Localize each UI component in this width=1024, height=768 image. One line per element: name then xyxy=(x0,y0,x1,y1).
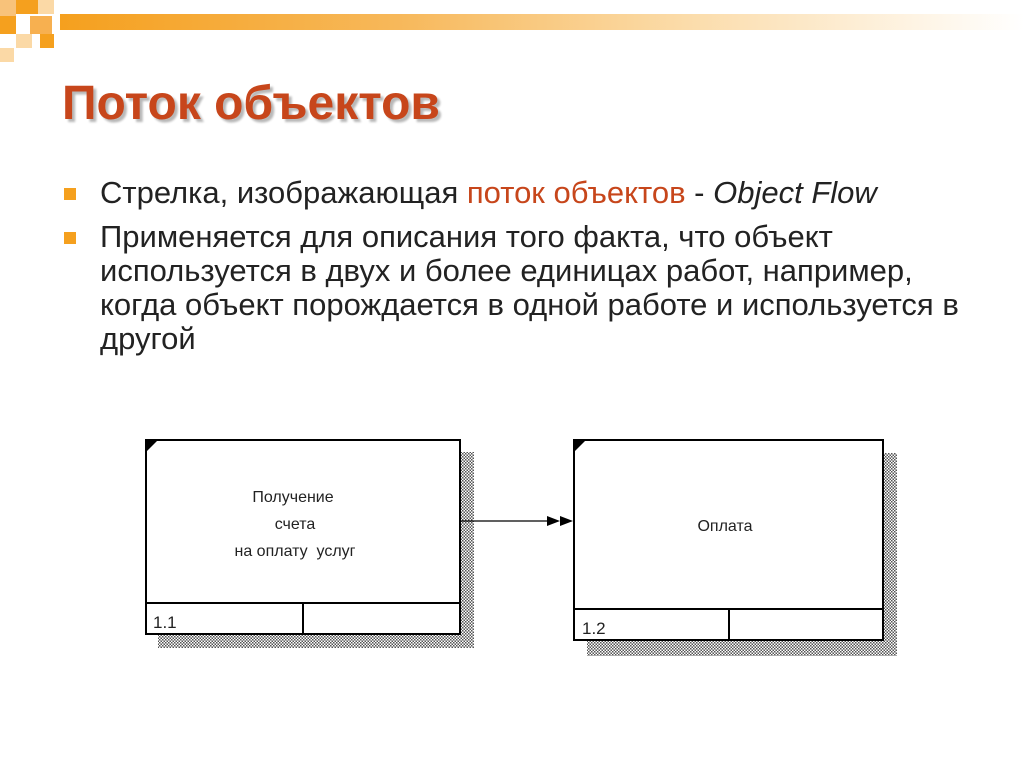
slide-title: Поток объектов xyxy=(62,77,440,130)
arrowhead-2-icon xyxy=(560,516,573,526)
activity-box-1 xyxy=(146,440,474,648)
bullet-1-text: Стрелка, изображающая xyxy=(100,175,467,210)
box-1-number: 1.1 xyxy=(153,613,177,632)
bullet-1-italic: Object Flow xyxy=(713,175,877,210)
object-flow-arrow xyxy=(460,516,573,526)
box-1-label-line-1: Получение xyxy=(252,489,334,506)
bullet-1-highlight: поток объектов xyxy=(466,175,686,210)
box-2-number: 1.2 xyxy=(582,619,606,638)
arrowhead-1-icon xyxy=(547,516,560,526)
box-1-label-line-3: на оплату услуг xyxy=(234,543,356,560)
box-1-label-line-2: счета xyxy=(274,516,316,533)
bullet-2-text: Применяется для описания того факта, что объект используется в двух и более единицах работ, например, когда объект порождается в одной работе и используется в другой xyxy=(100,219,959,356)
box-2-label: Оплата xyxy=(697,518,753,535)
activity-box-2 xyxy=(574,440,897,656)
bullet-1-dash: - xyxy=(685,175,714,210)
